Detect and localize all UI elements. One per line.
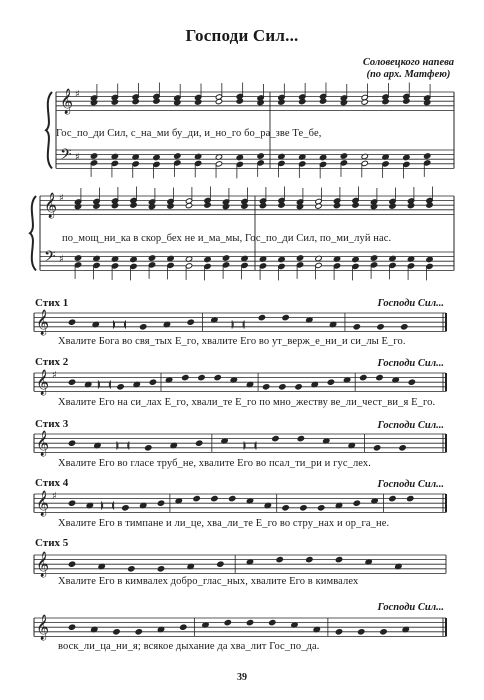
melody-note (295, 384, 302, 390)
melody-note (389, 495, 396, 501)
melody-note (68, 561, 75, 567)
tenor-note (74, 255, 81, 261)
melody-note (145, 445, 152, 451)
melody-note (360, 374, 367, 380)
melody-note (217, 561, 224, 567)
source-line-1: Соловецкого напева (362, 57, 454, 68)
stanza-5-lyrics: Хвалите Его в кимвалех добро_глас_ных, хвалите Его в кимвалех (58, 576, 359, 587)
melody-note (408, 379, 415, 385)
tenor-note (319, 154, 326, 160)
melody-note (318, 505, 325, 511)
stanza-2-refrain: Господи Сил... (377, 358, 444, 369)
stanza-1-lyrics: Хвалите Бога во свя_тых Е_го, хвалите Его во ут_верж_е_ни_и си_лы Е_го. (58, 336, 406, 347)
key-sharp-icon: ♯ (52, 491, 57, 502)
melody-note (269, 619, 276, 625)
treble-clef-icon: 𝄞 (36, 552, 50, 577)
stanza-2-lyrics: Хвалите Его на си_лах Е_го, хвали_те Е_го по мно_жеству ве_ли_чест_ви_я Е_го. (58, 397, 436, 408)
melody-note (68, 319, 75, 325)
key-sharp-icon: ♯ (59, 254, 64, 265)
final-refrain: Господи Сил... (377, 602, 444, 613)
tenor-note (426, 256, 433, 262)
stanza-1-refrain: Господи Сил... (377, 298, 444, 309)
source-line-2: (по арх. Матфею) (366, 69, 451, 80)
melody-note (399, 445, 406, 451)
melody-note (214, 374, 221, 380)
melody-note (229, 495, 236, 501)
melody-note (279, 384, 286, 390)
melody-note (327, 379, 334, 385)
melody-note (353, 324, 360, 330)
melody-note (282, 505, 289, 511)
treble-clef-icon: 𝄞 (36, 431, 50, 456)
melody-note (358, 629, 365, 635)
melody-note (157, 500, 164, 506)
melody-note (376, 374, 383, 380)
tenor-note (257, 153, 264, 159)
melody-note (68, 379, 75, 385)
melody-note (187, 319, 194, 325)
breve-note (245, 443, 255, 448)
melody-note (373, 445, 380, 451)
tenor-note (222, 255, 229, 261)
key-sharp-icon: ♯ (75, 152, 80, 163)
breve-note (103, 503, 113, 508)
melody-note (68, 440, 75, 446)
system-2-lyrics: по_мощ_ни_ка в скор_бех не и_ма_мы, Гос_по_ди Сил, по_ми_луй нас. (62, 233, 392, 244)
key-sharp-icon: ♯ (75, 89, 80, 100)
melody-note (135, 629, 142, 635)
melody-note (128, 566, 135, 572)
melody-note (193, 495, 200, 501)
system-brace (46, 92, 52, 168)
melody-note (182, 374, 189, 380)
system-1-lyrics: Гос_по_ди Сил, с_на_ми бу_ди, и_но_го бо_ра_зве Те_бе, (56, 128, 322, 139)
melody-note (68, 500, 75, 506)
tenor-note (340, 153, 347, 159)
breve-note (233, 322, 243, 327)
breve-note (99, 382, 109, 387)
melody-note (401, 324, 408, 330)
treble-clef-icon: 𝄞 (60, 89, 74, 114)
melody-note (157, 566, 164, 572)
melody-note (300, 505, 307, 511)
stanza-3-refrain: Господи Сил... (377, 420, 444, 431)
tenor-note (352, 256, 359, 262)
melody-note (258, 314, 265, 320)
bass-clef-icon: 𝄢 (60, 146, 72, 167)
stanza-3-lyrics: Хвалите Его во гласе труб_не, хвалите Его во псал_ти_ри и гус_лех. (58, 458, 371, 469)
tenor-note (296, 255, 303, 261)
tenor-note (424, 153, 431, 159)
tenor-note (148, 255, 155, 261)
tenor-note (174, 153, 181, 159)
system-brace (30, 196, 36, 270)
melody-note (377, 324, 384, 330)
key-sharp-icon: ♯ (52, 370, 57, 381)
melody-note (211, 495, 218, 501)
melody-note (297, 435, 304, 441)
melody-note (407, 495, 414, 501)
bass-clef-icon: 𝄢 (44, 248, 56, 269)
stanza-4-lyrics: Хвалите Его в тимпане и ли_це, хва_ли_те Е_го во стру_нах и ор_га_не. (58, 518, 390, 529)
melody-note (306, 556, 313, 562)
stanza-5-label: Стих 5 (35, 537, 69, 549)
melody-note (180, 624, 187, 630)
page-title: Господи Сил... (185, 26, 299, 45)
page-number: 39 (237, 672, 247, 683)
melody-note (122, 505, 129, 511)
treble-clef-icon: 𝄞 (36, 491, 50, 516)
melody-note (282, 314, 289, 320)
tenor-note (403, 154, 410, 160)
melody-note (68, 624, 75, 630)
melody-note (195, 440, 202, 446)
melody-note (272, 435, 279, 441)
tenor-note (130, 256, 137, 262)
stanza-3-label: Стих 3 (35, 418, 69, 430)
melody-note (335, 629, 342, 635)
stanza-2-label: Стих 2 (35, 356, 69, 368)
melody-note (335, 556, 342, 562)
melody-note (140, 324, 147, 330)
melody-note (113, 629, 120, 635)
stanza-4-refrain: Господи Сил... (377, 479, 444, 490)
melody-note (224, 619, 231, 625)
tenor-note (278, 256, 285, 262)
breve-note (114, 322, 124, 327)
tenor-note (236, 154, 243, 160)
treble-clef-icon: 𝄞 (44, 193, 58, 218)
melody-note (246, 619, 253, 625)
stanza-1-label: Стих 1 (35, 297, 69, 309)
treble-clef-icon: 𝄞 (36, 615, 50, 640)
treble-clef-icon: 𝄞 (36, 310, 50, 335)
tenor-note (370, 255, 377, 261)
melody-note (380, 629, 387, 635)
tenor-note (90, 153, 97, 159)
breve-note (118, 443, 128, 448)
stanza-4-label: Стих 4 (35, 477, 69, 489)
treble-clef-icon: 𝄞 (36, 370, 50, 395)
melody-note (353, 500, 360, 506)
melody-note (198, 374, 205, 380)
melody-note (149, 379, 156, 385)
key-sharp-icon: ♯ (59, 193, 64, 204)
melody-note (276, 556, 283, 562)
melody-note (117, 384, 124, 390)
tenor-note (153, 154, 160, 160)
final-lyrics: воск_ли_ца_ни_я; всякое дыхание да хва_лит Гос_по_да. (58, 641, 320, 652)
melody-note (263, 384, 270, 390)
tenor-note (204, 256, 211, 262)
